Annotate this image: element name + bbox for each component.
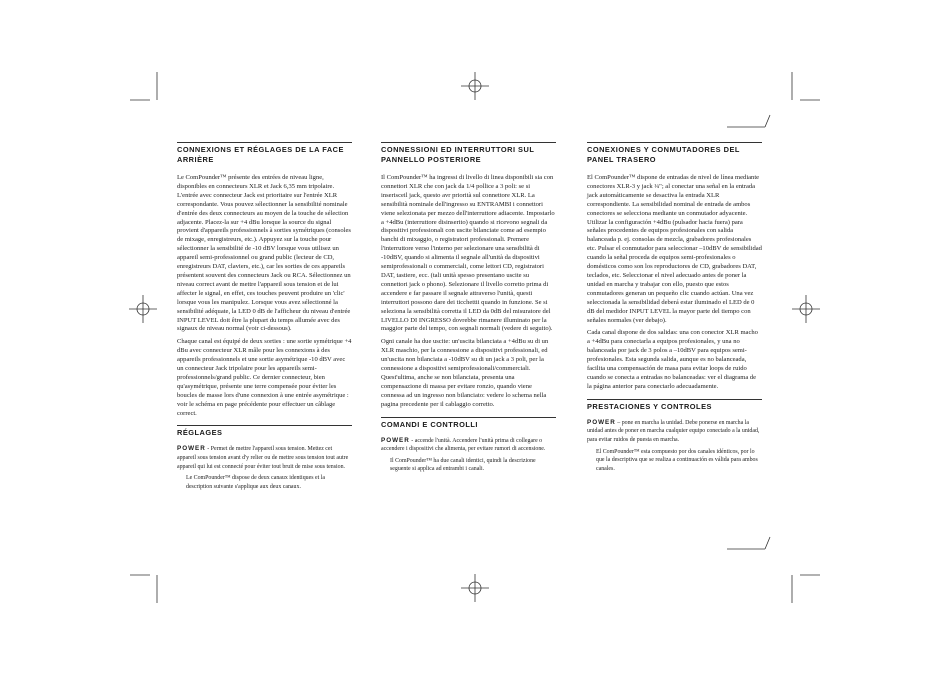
paragraph: Chaque canal est équipé de deux sorties : une sortie symétrique +4 dBu avec connecteur XLR mâle pour les connexions à des appareils professionnels et une sortie asymétrique -10 dBV avec un connecteur Jack tripolaire pour les appareils semi-professionnels/grand public. Ce dernier connecteur, bien qu'asymétrique, présente une terre compensée pour éviter les boucles de masse lors d'une connexion à une entrée asymétrique : voir le schéma en page précédente pour effectuer un câblage correct. xyxy=(177,338,352,417)
definition-text: - Permet de mettre l'appareil sous tension. Mettez cet appareil sous tension avant d'y relier ou de mettre sous tension tout autre appareil qui lui est connecté pour éviter tout bruit de mise sous tension. xyxy=(177,446,349,470)
definition-note: Il ComPounder™ ha due canali identici, quindi la descrizione seguente si applica ad entrambi i canali. xyxy=(390,457,536,473)
column-spanish xyxy=(587,142,762,476)
definition-text: - accende l'unità. Accendere l'unità prima di collegare o accendere i dispositivi che alimenta, per evitare rumori di accensione. xyxy=(381,437,546,453)
definition-note: Le ComPounder™ dispose de deux canaux identiques et la description suivante s'applique aux deux canaux. xyxy=(186,475,325,490)
paragraph: Le ComPounder™ présente des entrées de niveau ligne, disponibles en connecteurs XLR et Jack 6,35 mm tripolaire. L'entrée avec connecteur Jack est prioritaire sur l'entrée XLR correspondante. Vous pouvez sélectionner la sensibilité nominale d'entrée des deux connecteurs au moyen de la touche de sélection adjacente. Placez-la sur +4 dBu lorsque la source du signal provient d'appareils professionnels à sorties symétriques (consoles de mixage, enregistreurs, etc.). Appuyez sur la touche pour sélectionner la sensibilité de -10 dBV lorsque vous utilisez un appareil semi-professionnel ou grand public (lecteur de CD, enregistreurs DAT, claviers, etc.), car les sorties de ces appareils présentent souvent des connecteurs Jack ou RCA. Sélectionnez un niveau correct avant de mettre l'appareil sous tension et de lui affecter le signal, en effet, ces touches peuvent produire un 'clic' lorsque vous les manipulez. Lorsque vous avez sélectionné la sensibilité adéquate, la LED 0 dB de l'afficheur du niveau d'entrée INPUT LEVEL doit être la plupart du temps allumée avec des signaux de niveau normal (voir ci-dessous). xyxy=(177,174,351,333)
definition-power xyxy=(587,419,762,445)
column-french xyxy=(177,142,352,494)
definition-term: POWER xyxy=(177,445,206,453)
definition-power xyxy=(381,437,556,454)
paragraph: Il ComPounder™ ha ingressi di livello di linea disponibili sia con connettori XLR che con jack da 1/4 pollice a 3 poli: se si inserisceil jack, questo avr priorità sul connettore XLR. La sensibilità nominale dell'ingresso su ENTRAMBI i connettori viene selezionata per mezzo dell'interruttore adiacente. Impostarlo a +4dBu (interruttore disinserito) quando si ricevono segnali da dispositivi professionali con uscite bilanciate come ad esempio banchi di mixaggio, o registratori professionali. Premere l'interruttore verso l'interno per selezionare una sensibilità di -10dBV, quando si alimenta il segnale all'unità da dispositivi semiprofessionali o commerciali, come lettori CD, registratori DAT, tastiere, ecc. (tali unità spesso presentano uscite su connettori jack o phono). Selezionare il livello corretto prima di accendere e far passare il segnale attraverso l'unità, questi interruttori possono dare dei ticchettii quando in funzione. Se si seleziona la sensibilità corretta il LED da 0dB del misuratore del LIVELLO DI INGRESSO dovrebbe rimanere illuminato per la maggior parte del tempo, con segnali normali (vedere di seguito). xyxy=(381,174,555,333)
section-heading: CONEXIONES Y CONMUTADORES DEL PANEL TRASERO xyxy=(587,142,762,165)
section-heading: CONNEXIONS ET RÉGLAGES DE LA FACE ARRIÈRE xyxy=(177,142,352,165)
definition-text: – pone en marcha la unidad. Debe ponerse en marcha la unidad antes de poner en marcha cualquier equipo conectado a la unidad, para evitar ruidos de puesta en marcha. xyxy=(587,419,760,443)
definition-power xyxy=(177,445,352,471)
section-heading: CONNESSIONI ED INTERRUTTORI SUL PANNELLO POSTERIORE xyxy=(381,142,556,165)
definition-note: El ComPounder™ esta compuesto por dos canales idénticos, por lo que la descriptiva que se realiza a continuación es válida para ambos canales. xyxy=(596,448,758,472)
paragraph: El ComPounder™ dispone de entradas de nivel de línea mediante conectores XLR-3 y jack ¼"; al conectar una señal en la entrada jack automáticamente se desactiva la entrada XLR correspondiente. La sensibilidad nominal de entrada de ambos conectores se selecciona mediante un conmutador adyacente. Utilizar la configuración +4dBu (pulsador hacia fuera) para señales procedentes de equipos profesionales con salida balanceada p. ej. consolas de mezcla, grabadores profesionales etc. Pulsar el conmutador para seleccionar –10dBV de sensibilidad cuando la señal proceda de equipos semi-profesionales o domésticos como son los reproductores de CD, grabadores DAT, teclados, etc. Seleccionar el nivel adecuado antes de poner la unidad en marcha y trabajar con ello, puesto que estos conmutadores generan un pequeño clic cuando actúan. Una vez seleccionada la sensibilidad deberá estar iluminado el LED de 0 dB del medidor INPUT LEVEL la mayor parte del tiempo con señales normales (ver debajo). xyxy=(587,174,762,324)
paragraph: Cada canal dispone de dos salidas: una con conector XLR macho a +4dBu para conectarla a equipos profesionales, y una no balanceada por jack de 3 polos a –10dBV para equipos semi-profesionales. Esta segunda salida, aunque es no balanceada, facilita una compensación de masa para evitar loops de ruido cuando se conecta a entradas no balanceadas: ver el diagrama de la página anterior para conectarlo adecuadamente. xyxy=(587,329,758,390)
definition-term: POWER xyxy=(587,418,616,426)
definition-term: POWER xyxy=(381,436,410,444)
paragraph: Ogni canale ha due uscite: un'uscita bilanciata a +4dBu su di un XLR maschio, per la connessione a dispositivi professionali, ed un'uscita non bilanciata a -10dBV su di un jack a 3 poli, per la connessione a dispositivi semiprofessionali/commerciali. Quest'ultima, anche se non bilanciata, presenta una compensazione di massa per evitare ronzio, quando viene connessa ad un ingresso non bilanciato: vedere lo schema nella pagina precedente per il cablaggio corretto. xyxy=(381,338,549,408)
subsection-heading: COMANDI E CONTROLLI xyxy=(381,417,556,430)
column-italian xyxy=(381,142,556,477)
subsection-heading: RÉGLAGES xyxy=(177,425,352,438)
subsection-heading: PRESTACIONES Y CONTROLES xyxy=(587,399,762,412)
